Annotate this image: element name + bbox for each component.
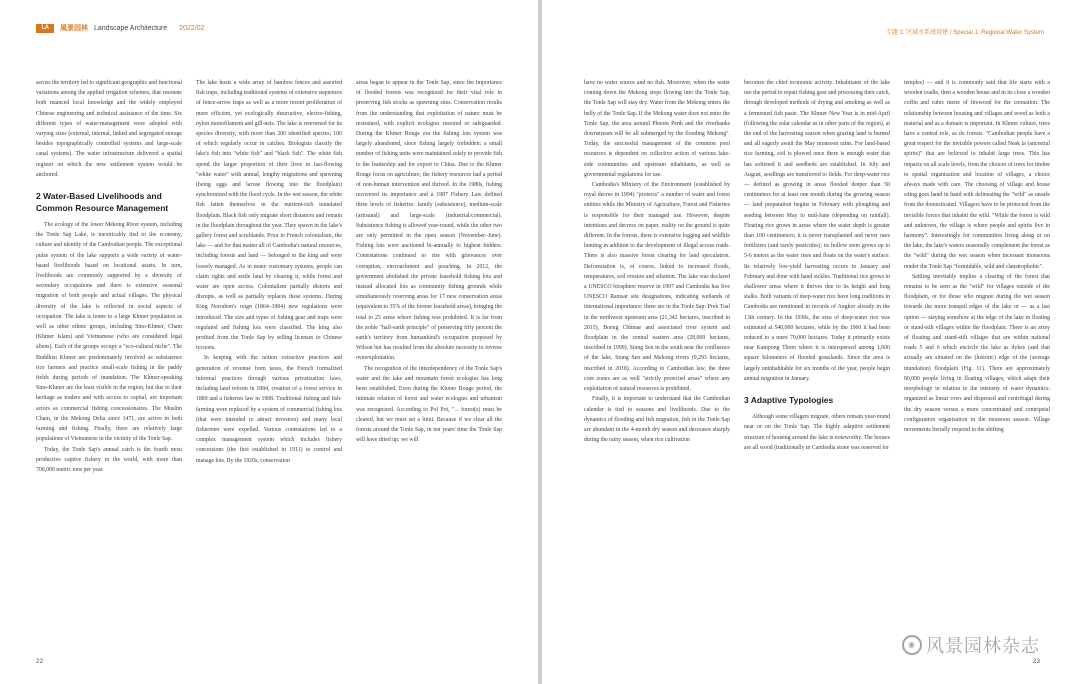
paragraph: temples) — and it is commonly said that life starts with a wooden cradle, then a wooden house and in its close a wooden coffin and cubic meter of firewood for the cremation. The relationship between housing and villages and wood as both a material and as a domain is important. In Khmer culture, trees have a central role, as do forests. "Cambodian people have a great respect for the invisible powers called Neak ta (ancestral spirits)" that are believed to inhabit large trees. This has impacts on all scale levels, from the choices of trees for timber to spatial organization and location of villages, a choice always made with care. The choosing of village and house siting goes hand in hand with delineating the "wild" as unsafe from the domesticated. Villagers have to be protected from the invisible forces that inhabit the wild. "While the forest is wild and unknown, the village is where people and spirits live in harmony". Interestingly for communities living along or on the lake, the lake's waters seasonally complement the forest as the "wild" during the wet season when incessant monsoons render the Tonle Sap "formidable, wild and claustrophobic".	[904, 80, 1050, 270]
paragraph: areas began to appear in the Tonle Sap, since the importance of flooded forests was recognized for their vital role in preserving fish stocks as spawning sites. Conservation results from the understanding that exploitation of nature must be restrained, with explicit ecologies restored or safeguarded. During the Khmer Rouge era the fishing lots system was largely abandoned, since fishing largely forbidden; a small number of fishing units were maintained solely to provide fish to the leadership and for export to China. Due to the Khmer Rouge focus on agriculture, the fishery resources had a period of non-human intervention and thrived. In the 1980s, fishing recovered its importance and a 1987 Fishery Law defined three levels of fisheries: family (subsistence), medium-scale (artisanal) and large-scale (industrial/commercial). Subsistence fishing is allowed year-round, while the other two are only permitted in the open season (November–June). Fishing lots were auctioned bi-annually to highest bidders. Contestations continued to rise with grievances over corruption, encroachment and poaching. In 2012, the government abolished the private leasehold fishing lots and instead allocated lots as community fishing grounds while simultaneously reserving areas for 17 new conservation areas (equivalent to 35% of the former leasehold areas), bringing the total to 25 areas where fishing was prohibited. It is far from the noble "half-earth principle" of preserving fifty percent the earth's territory from humankind's occupation proposed by Wilson but has resulted from the absolute necessity to reverse overexploitation.	[356, 80, 502, 362]
journal-logo-cn: 風景园林	[60, 25, 88, 32]
right-columns	[584, 78, 1050, 652]
left-column-3	[356, 78, 502, 652]
left-page	[0, 0, 538, 684]
wechat-watermark	[902, 632, 1040, 658]
left-column-1	[36, 78, 182, 652]
paragraph: Although some villagers migrate, others remain year-round near or on the Tonle Sap. The highly adaptive settlement structure of housing around the lake is noteworthy. The houses are all wood (traditionally in Cambodia stone was reserved for	[744, 414, 890, 451]
paragraph: Cambodia's Ministry of the Environment (established by royal decree in 1994) "protects" a number of water and forest entities while the Ministry of Agriculture, Forest and Fisheries is responsible for their managed use. However, despite intentions and decrees on paper, reality on the ground is quite different. In the forests, there is extensive logging and wildlife hunting in addition to the development of illegal access roads. There is also massive forest clearing for land speculation. Deforestation is, of course, linked to increased floods, temperatures, soil erosion and siltation. The lake was declared a UNESCO biosphere reserve in 1997 and Cambodia has five UNESCO Ramsar site designations, indicating wetlands of international importance; three are in the Tonle Sap: Prek Toal in the northwest upstream area (21,342 hectares, inscribed in 2015), Boeng Chhmar and associated river system and floodplain in the central eastern area (28,000 hectares, inscribed in 1999), Stung Sen in the south near the confluence of the lake, Stung Sen and Mekong rivers (9,293 hectares, inscribed in 2018). According to Cambodian law, the three core zones are as well "strictly protected areas" where any exploitation of natural resources is prohibited.	[584, 182, 730, 393]
left-columns	[36, 78, 502, 652]
paragraph: Today, the Tonle Sap's annual catch is the fourth most productive captive fishery in the world, with more than 700,000 metric tons per year.	[36, 446, 182, 473]
page-number-right: 23	[1032, 658, 1040, 665]
page-number-left: 22	[36, 658, 44, 665]
journal-logo: LA	[36, 24, 54, 33]
paragraph: across the territory led to significant geographic and functional variations among the applied irrigation schemes, that resonate both nuanced local knowledge and the widely employed Chinese engineering and technical assistance of the time. Six different types of water-management were adopted with varying sizes (external, internal, linked and segregated storage besides topographically controlled systems and large-scale canal systems). The water infrastructure delivered a spatial register on which the new settlement system would be anchored.	[36, 80, 182, 178]
section-heading-3: 3 Adaptive Typologies	[744, 395, 834, 406]
right-column-3	[904, 78, 1050, 652]
right-page	[542, 0, 1080, 684]
wechat-icon: ◉	[902, 635, 922, 655]
right-column-2	[744, 78, 890, 652]
paragraph: The recognition of the interdependency of the Tonle Sap's water and the lake and mountain forest ecologies has long been established. Even during the Khmer Rouge period, the intimate relation of forest and water ecologies and urbanism was recognized. According to Pol Pot, "... forest(s) must be cleared, but we must set a limit. Because if we clear all the forests around the Tonle Sap, in ten years' time the Tonle Sap will have dried up; we will	[356, 365, 502, 444]
left-column-2	[196, 78, 342, 652]
section-header: 专题 1: 区域水系统营建 / Special 1: Regional Water System	[885, 30, 1044, 36]
journal-header	[36, 23, 204, 33]
paragraph: have no water source and no fish. Moreover, when the water coming down the Mekong stops flowing into the Tonle Sap, the Tonle Sap will stay dry. Water from the Mekong enters the belly of the Tonle Sap. If the Mekong water does not enter the Tonle Sap, the area around Phnom Penh and the riverbanks downstream will be all submerged by the flooding Mekong". Today, the successful management of the common pool resources is dependent on collective action of various lake-side communities and upstream inhabitants, as well as governmental regulations for use.	[584, 80, 730, 178]
paragraph: Settling inevitably implies a clearing of the forest that remains to be seen as the "wild" for villages outside of the floodplain, or for those who migrate during the wet season towards the more tranquil edges of the lake or — as a last option — staying somehow at the edge of the lake in floating or stand-stilt villages within the floodplain. There is an array of floating and stand-stilt villages that are within national roads 5 and 6 which encircle the lake as dykes (and that actually are situated on the (historic) edge of the (average inundation) floodplain (Fig. 11). There are approximately 80,000 people living in floating villages, which adapt their morphology in relation to the intensity of water dynamics: organized as linear rows and dispersed and centrifugal during the dry season versus a more concentrated and centripetal configuration organization in the monsoon season. Village movements literally respond to the shifting	[904, 273, 1050, 433]
journal-title: Landscape Architecture	[94, 24, 168, 32]
paragraph: The ecology of the lower Mekong River system, including the Tonle Sap Lake, is inextricably tied to the economy, culture and identity of the Cambodian people. The exceptional pulse system of the lake supports a wide variety of water-based livelihoods based on locational assets. In turn, livelihoods are commonly supported by a diversity of secondary occupations and there is extensive seasonal migration of both people and actual villages. The physical diversity of the lake is reflected in social aspects of occupation. The lake is home to a large Khmer population as well as other ethnic groups, including Sino-Khmer, Cham (Khmer Islam) and Vietnamese (who are considered legal aliens). Each of the groups occupy a "eco-cultural niche". The Buddhist Khmer are predominately involved as subsistence rice farmers and practice small-scale fishing in the paddy fields during periods of inundation. The Khmer-speaking Sino-Khmer are the least visible in the region, but due to their heritage as traders and with access to capital, are important actors as commercial fishing concessionaires. The Muslim Cham, in the Mekong Delta since 1471, are active in both farming and fishing. Finally, there are relatively large populations of Vietnamese in the vicinity of the Tonle Sap.	[36, 222, 182, 443]
watermark-text: 风景园林杂志	[926, 636, 1040, 657]
section-heading-2: 2 Water-Based Livelihoods and Common Resource Management	[36, 191, 169, 214]
paragraph: The lake hosts a wide array of bamboo fences and assorted fish traps, including traditional systems of extensive sequences of fence-arrow traps as well as a more recent proliferation of more efficient, yet ecologically destructive, electro-fishing, nylon monofilament and gill-nets. The lake is renowned for its species diversity, with more than 200 identified species; 100 of which regularly occur in catches. Biologists classify the lake's fish into "white fish" and "black fish". The white fish spend the larger proportion of their lives in fast-flowing "white water" with annual, lengthy migrations and spawning (being eggs and larvae flowing into the floodplain) synchronized with the flood cycle. In the wet season, the white fish fatten themselves in the nutrient-rich inundated floodplain. Black fish only migrate short distances and remain in the floodplain throughout the year. They spawn in the lake's gallery forest and scrublands. Prior to French colonialism, the lake — and for that matter all of Cambodia's natural resources, including forests and land — belonged to the king and were loosely managed. As in many customary systems, people can claim rights and settle land by clearing it, while forest and water are open access. Colonialism partially distorts and disrupts, as well as partially replaces these systems. During King Norodom's reign (1864–1904) new regulations were introduced. The size and types of fishing gear and traps were regulated and fishing lots were classified. The king also profited from the Tonle Sap by selling licenses to Chinese tycoons.	[196, 80, 342, 352]
paragraph: becomes the chief economic activity. Inhabitants of the lake use the period to repair fishing gear and processing their catch, through developed methods of drying and smoking as well as a fermented fish paste. The Khmer New Year is in mid-April (following the solar calendar as in other parts of the region), at the end of the harvesting season when grazing land is burned and all eagerly await the May monsoon rains. For land-based rice farming, soil is plowed once there is enough water that has softened it and seedbeds are established. In July and August, seedlings are transferred to fields. For deep-water rice — defined as growing in areas flooded deeper than 50 centimeters for at least one month during the growing season — land preparation begins in February with ploughing and seeding between May to mid-June (depending on rainfall). Floating rice grows in areas where the water depth is greater than 100 centimeters; it is never transplanted and never uses fertilizers (and rarely pesticides); its hollow stem grows up to 5-6 meters as the water rises and floats on the water's surface. Its relatively low-yield harvesting occurs in January and February and done with hand sickles. Traditional rice grows in shallower areas where it thrives due to its height and long stalks. Both variants of deep-water rice have long traditions in Cambodia are mentioned in records of Angkor already in the 13th century. In the 1930s, the area of deep-water rice was estimated at 540,000 hectares, while by the 1960 it had been reduced to a mere 70,000 hectares. Today it primarily exists near Kampong Thom where it is interspersed among 1,600 square kilometers of flooded grasslands. Since the area is largely uninhabitable for six months of the year, people begin annual migration in January.	[744, 80, 890, 382]
issue-number: 2022/02	[179, 24, 205, 32]
paragraph: Finally, it is important to understand that the Cambodian calendar is tied to seasons and livelihoods. Due to the dynamics of flooding and fish migration, fish in the Tonle Sap are abundant in the 4-month dry season and decreases sharply during the rainy season, when rice cultivation	[584, 396, 730, 444]
paragraph: In keeping with the notion extractive practices and generation of revenue from taxes, the French formalized informal practices through various privatization laws, including land reform in 1884, creation of a forest service in 1889 and a fisheries law in 1908. Traditional fishing and fish-farming were replaced by a system of commercial fishing lots (that were intended to attract investors) and many local fishermen were expelled. Various contestations led to a complex management system which includes fishery concessions (the first established in 1911) to control and manage lots. By the 1920s, conservation	[196, 355, 342, 464]
right-column-1	[584, 78, 730, 652]
